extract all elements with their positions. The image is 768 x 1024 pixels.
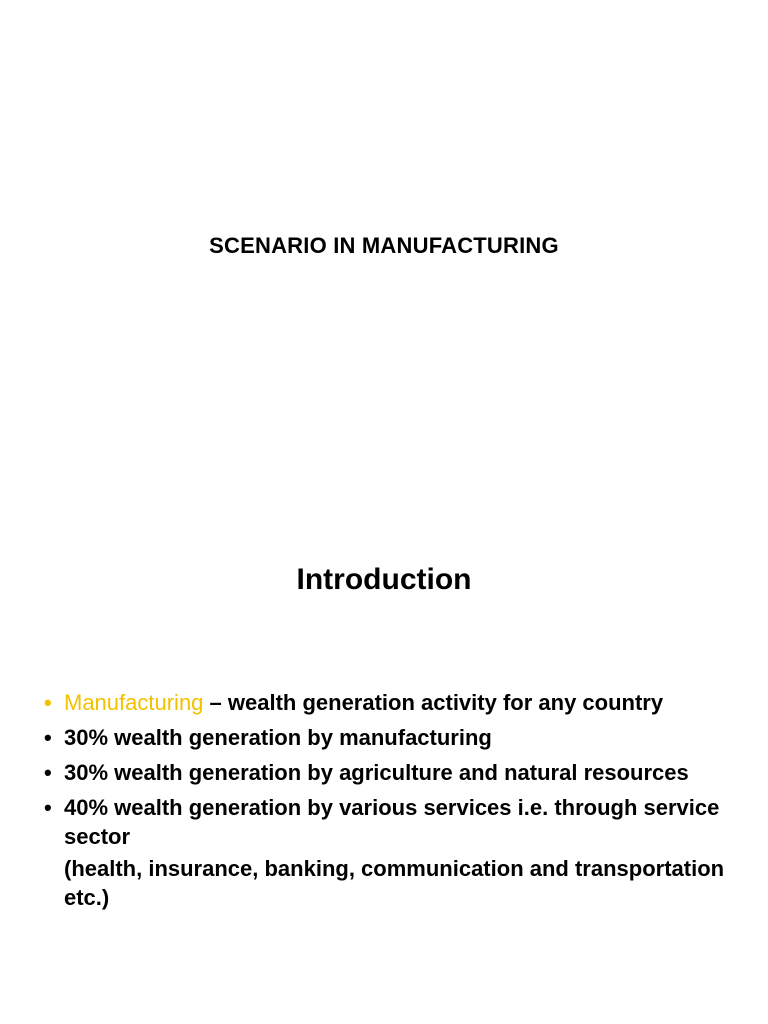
highlight-term: Manufacturing [64,690,204,715]
bullet-text: 30% wealth generation by manufacturing [64,725,492,750]
bullet-text: 30% wealth generation by agriculture and natural resources [64,760,689,785]
bullet-icon: • [44,760,52,785]
list-item [44,723,734,752]
bullet-icon: • [44,795,52,820]
slide-title: SCENARIO IN MANUFACTURING [209,233,559,258]
bullet-text: – wealth generation activity for any country [203,690,664,715]
services-note: (health, insurance, banking, communication and transportation etc.) [64,856,725,910]
list-item [44,793,734,912]
bullet-icon: • [44,725,52,750]
intro-heading: Introduction [296,563,472,596]
bullet-icon: • [44,690,52,715]
bullet-text: 40% wealth generation by various services i.e. through service sector [64,795,720,849]
list-item [44,688,734,717]
list-item [44,758,734,787]
bullet-list [44,688,734,918]
